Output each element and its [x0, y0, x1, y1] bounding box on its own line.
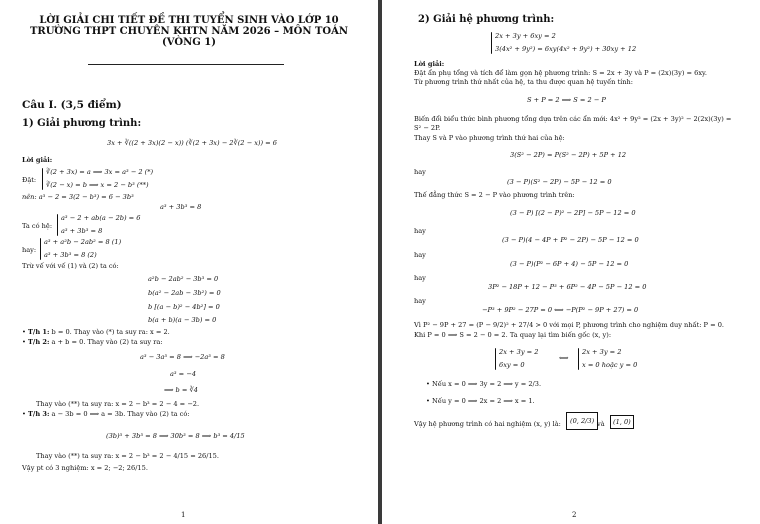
answer-2-box [610, 415, 634, 429]
case-2-eq-3: ⟹ b = ∛4 [164, 386, 198, 394]
answer-1-box [566, 412, 598, 430]
hay-4: hay [414, 274, 426, 282]
substitution-a: ∛(2 + 3x) = a ⟹ 3x = a³ − 2 (*) [46, 168, 154, 176]
subproblem-2-heading: 2) Giải hệ phương trình: [418, 14, 555, 25]
brace [57, 214, 58, 236]
page-number: 2 [572, 511, 577, 519]
text-back-substitute: Khi P = 0 ⟹ S = 2 − 0 = 2. Ta quay lại tìm biến gốc (x, y): [414, 331, 612, 339]
answer-1: (0, 2/3) [570, 417, 595, 425]
brace [491, 32, 492, 54]
hay-2: hay [414, 227, 426, 235]
solution-label: Lời giải: [414, 60, 445, 68]
and-word: và [597, 420, 605, 428]
bullet-y-zero: • Nếu y = 0 ⟹ 2x = 2 ⟹ x = 1. [426, 397, 535, 405]
answer-2: (1, 0) [613, 418, 631, 426]
case-3-eq: (3b)³ + 3b³ = 8 ⟹ 30b³ = 8 ⟹ b³ = 4/15 [106, 432, 245, 440]
equation-5: (3 − P)(4 − 4P + P² − 2P) − 5P − 12 = 0 [502, 236, 639, 244]
derivation-2: b(a² − 2ab − 3b²) = 0 [148, 289, 221, 297]
case-1: • T/h 1: b = 0. Thay vào (*) ta suy ra: x = 2. [22, 328, 170, 336]
brace [578, 348, 579, 370]
page-number: 1 [181, 511, 186, 519]
substitution-b: ∛(2 − x) = b ⟹ x = 2 − b³ (**) [46, 181, 149, 189]
subtract-note: Trừ vế với vế (1) và (2) ta có: [22, 262, 119, 270]
case-3: • T/h 3: a − 3b = 0 ⟹ a = 3b. Thay vào (2) ta có: [22, 410, 190, 418]
system-2-line-1: a³ + a²b − 2ab² = 8 (1) [44, 238, 122, 246]
solution-label: Lời giải: [22, 156, 53, 164]
system-line-2: 3(4x² + 9y²) = 6xy(4x² + 9y²) + 30xy + 12 [495, 45, 637, 53]
title-line-3: (VÒNG 1) [162, 37, 216, 48]
system-1-label: Ta có hệ: [22, 222, 53, 230]
page-1 [0, 0, 378, 524]
text-substitute: Thay S và P vào phương trình thứ hai của hệ: [414, 134, 565, 142]
text-positivity: Vì P² − 9P + 27 = (P − 9/2)² + 27/4 > 0 với mọi P, phương trình cho nghiệm duy nhất: P = 0. [414, 321, 724, 329]
dat-label: Đặt: [22, 176, 37, 184]
text-square-sum-cont: S² − 2P. [414, 124, 441, 132]
text-plug: Thế đẳng thức S = 2 − P vào phương trình trên: [414, 191, 575, 199]
subproblem-1-heading: 1) Giải phương trình: [22, 118, 142, 129]
equation-8: −P³ + 9P² − 27P = 0 ⟺ −P(P² − 9P + 27) = 0 [482, 306, 639, 314]
equation-7: 3P² − 18P + 12 − P³ + 6P² − 4P − 5P − 12 = 0 [488, 283, 647, 291]
derivation-1: a²b − 2ab² − 3b³ = 0 [148, 275, 219, 283]
derived-relation: nên: a³ − 2 = 3(2 − b³) = 6 − 3b³ [22, 193, 134, 201]
case-3-label: T/h 3: [28, 410, 50, 418]
final-system-2-line-1: 2x + 3y = 2 [582, 348, 622, 356]
final-system-2-line-2: x = 0 hoặc y = 0 [582, 361, 638, 369]
section-heading: Câu I. (3,5 điểm) [22, 99, 122, 111]
system-1-line-1: a³ − 2 + ab(a − 2b) = 6 [61, 214, 141, 222]
final-system-1-line-2: 6xy = 0 [499, 361, 525, 369]
equation-3: (3 − P)(S² − 2P) − 5P − 12 = 0 [507, 178, 612, 186]
case-2-text: a + b = 0. Thay vào (2) ta suy ra: [49, 338, 163, 346]
brace [40, 238, 41, 260]
conclusion: Vậy pt có 3 nghiệm: x = 2; −2; 26/15. [22, 464, 148, 472]
equation-2: 3(S² − 2P) = P(S² − 2P) + 5P + 12 [510, 151, 627, 159]
system-2-label: hay: [22, 246, 37, 254]
case-3-text: a − 3b = 0 ⟹ a = 3b. Thay vào (2) ta có: [49, 410, 190, 418]
case-2-result: Thay vào (**) ta suy ra: x = 2 − b³ = 2 − 4 = −2. [36, 400, 200, 408]
bullet-x-zero-text: Nếu x = 0 ⟹ 3y = 2 ⟹ y = 2/3. [432, 380, 542, 388]
main-equation: 3x + ∛((2 + 3x)(2 − x)) (∛(2 + 3x) − 2∛(2 − x)) = 6 [107, 139, 277, 147]
hay-3: hay [414, 251, 426, 259]
bullet-x-zero: • Nếu x = 0 ⟹ 3y = 2 ⟹ y = 2/3. [426, 380, 542, 388]
text-square-sum: Biến đổi biểu thức bình phương tổng dựa trên các ẩn mới: 4x² + 9y² = (2x + 3y)² − 2(2x)(3y) = [414, 115, 732, 123]
text-substitution: Đặt ẩn phụ tổng và tích để làm gọn hệ phương trình: S = 2x + 3y và P = (2x)(3y) = 6xy. [414, 69, 707, 77]
equation-sum: a³ + 3b³ = 8 [160, 203, 202, 211]
hay-1: hay [414, 168, 426, 176]
system-1-line-2: a³ + 3b³ = 8 [61, 227, 103, 235]
brace [495, 348, 496, 370]
equation-4: (3 − P) [(2 − P)² − 2P] − 5P − 12 = 0 [510, 209, 636, 217]
case-2-eq-1: a³ − 3a³ = 8 ⟹ −2a³ = 8 [140, 353, 225, 361]
final-system-1-line-1: 2x + 3y = 2 [499, 348, 539, 356]
equation-s: S + P = 2 ⟹ S = 2 − P [527, 96, 606, 104]
case-2: • T/h 2: a + b = 0. Thay vào (2) ta suy ra: [22, 338, 163, 346]
case-2-eq-2: a³ = −4 [170, 370, 197, 378]
case-1-label: T/h 1: [28, 328, 50, 336]
title-line-2: TRƯỜNG THPT CHUYÊN KHTN NĂM 2026 – MÔN TOÁN [29, 26, 349, 37]
text-linear: Từ phương trình thứ nhất của hệ, ta thu được quan hệ tuyến tính: [414, 78, 633, 86]
hay-5: hay [414, 297, 426, 305]
equation-6: (3 − P)(P² − 6P + 4) − 5P − 12 = 0 [510, 260, 629, 268]
case-1-text: b = 0. Thay vào (*) ta suy ra: x = 2. [49, 328, 170, 336]
page-2 [382, 0, 760, 524]
case-3-result: Thay vào (**) ta suy ra: x = 2 − b³ = 2 − 4/15 = 26/15. [36, 452, 219, 460]
bullet-y-zero-text: Nếu y = 0 ⟹ 2x = 2 ⟹ x = 1. [432, 397, 535, 405]
iff-symbol: ⟺ [559, 354, 569, 362]
derivation-3: b [(a − b)² − 4b²] = 0 [148, 303, 220, 311]
brace [42, 168, 43, 190]
derivation-4: b(a + b)(a − 3b) = 0 [148, 316, 217, 324]
case-2-label: T/h 2: [28, 338, 50, 346]
system-2-line-2: a³ + 3b³ = 8 (2) [44, 251, 97, 259]
title-line-1: LỜI GIẢI CHI TIẾT ĐỀ THI TUYỂN SINH VÀO LỚP 10 [39, 15, 339, 26]
title-divider [88, 64, 284, 65]
final-answer-text: Vậy hệ phương trình có hai nghiệm (x, y) là: [414, 420, 561, 428]
system-line-1: 2x + 3y + 6xy = 2 [495, 32, 556, 40]
